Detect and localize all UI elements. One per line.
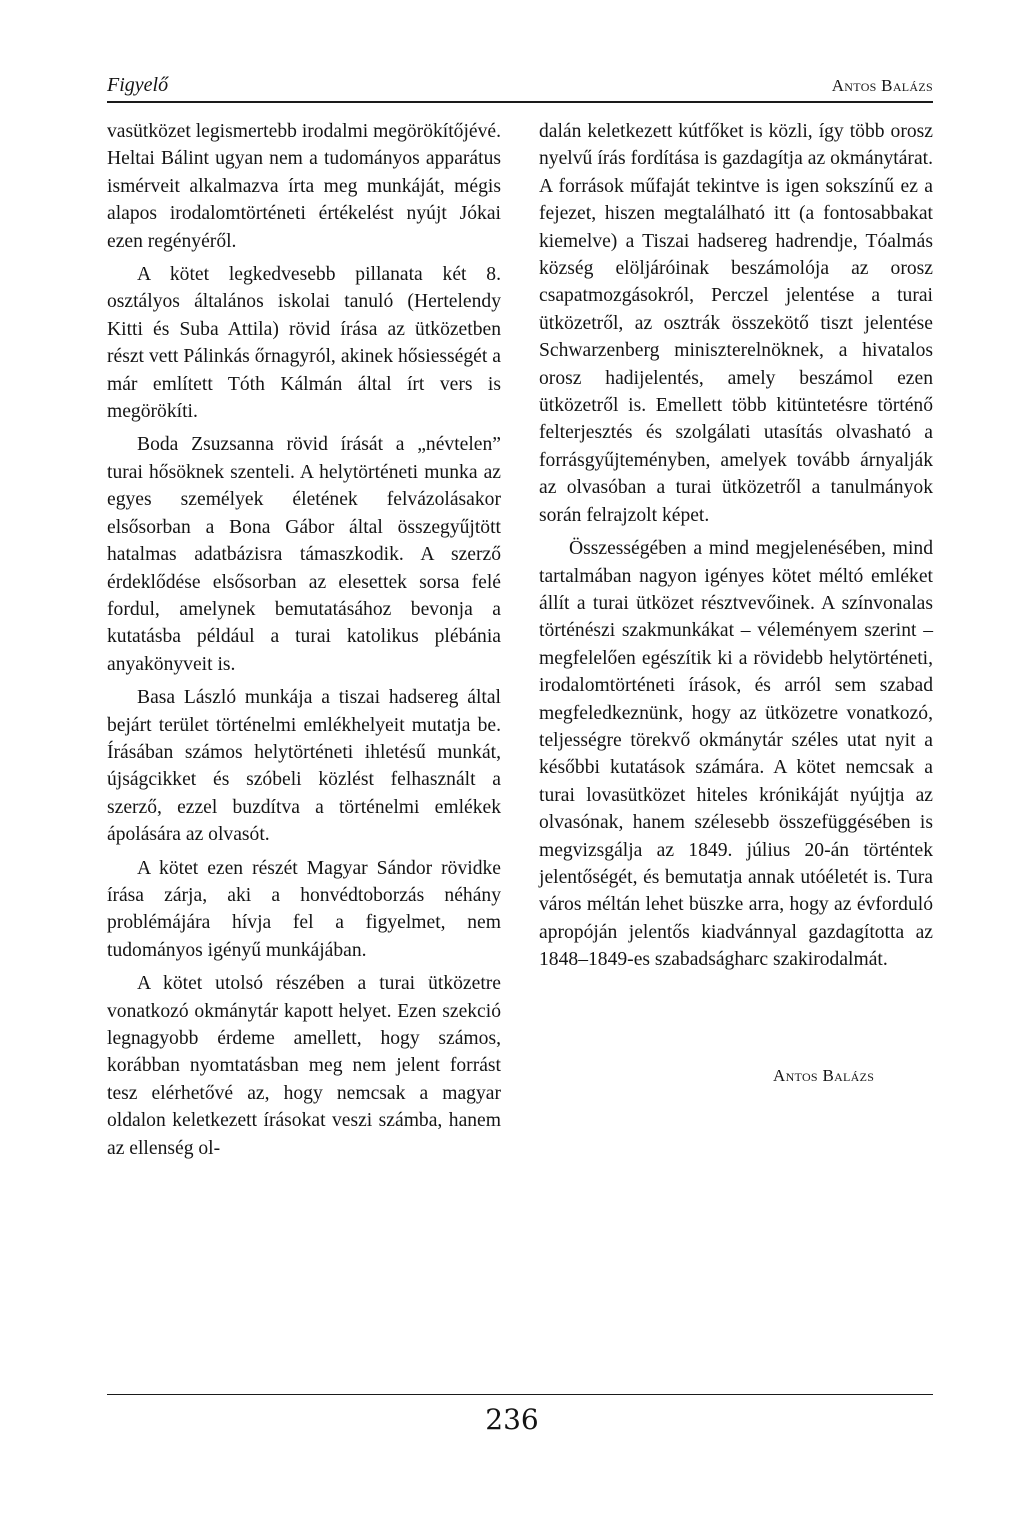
paragraph: Basa László munkája a tiszai hadsereg által bejárt terület történelmi emlékhelyeit mutatja be. Írásában számos helytörténeti ihletésű munkát, újságcikket és szóbeli közlést felhasznált a szerző, ezzel buzdítva a történelmi emlékek ápolására az olvasót. [107, 687, 501, 846]
paragraph: A kötet legkedvesebb pillanata két 8. osztályos általános iskolai tanuló (Hertelendy Kitti és Suba Attila) rövid írása az ütközetben részt vett Pálinkás őrnagyról, akinek hősiességét a már említett Tóth Kálmán által írt vers is megörökíti. [107, 264, 501, 423]
paragraph: vasütközet legismertebb irodalmi megörökítőjévé. Heltai Bálint ugyan nem a tudományos apparátus ismérveit alkalmazva írta meg munkáját, mégis alapos irodalomtörténeti értékelést nyújt Jókai ezen regényéről. [107, 121, 501, 252]
header-author: Antos Balázs [831, 76, 933, 95]
footer-rule [107, 1394, 933, 1395]
signature: Antos Balázs [773, 1066, 875, 1085]
section-name: Figyelő [107, 74, 169, 96]
header-rule [107, 101, 933, 103]
paragraph: A kötet ezen részét Magyar Sándor rövidke írása zárja, aki a honvédtoborzás néhány problémájára hívja fel a figyelmet, nem tudományos igényű munkájában. [107, 857, 501, 961]
paragraph: dalán keletkezett kútfőket is közli, így több orosz nyelvű írás fordítása is gazdagítja az okmánytárat. A források műfaját tekintve is igen sokszínű ez a fejezet, hiszen megtalálható itt (a fontosabbakat kiemelve) a Tiszai hadsereg hadrendje, Tóalmás község elöljáróinak beszámolója az orosz csapatmozgásokról, Perczel jelentése a turai ütközetről, az osztrák összekötő tiszt jelentése Schwarzenberg miniszterelnöknek, a hivatalos orosz hadijelentés, amely beszámol ezen ütközetről is. Emellett több kitüntetésre történő felterjesztés és szolgálati utasítás olvasható a forrásgyűjteményben, amelyek tovább árnyalják az olvasóban a turai ütközetről a tanulmányok során felrajzolt képet. [539, 121, 933, 526]
paragraph: A kötet utolsó részében a turai ütközetre vonatkozó okmánytár kapott helyet. Ezen szekció legnagyobb érdeme amellett, hogy számos, korábban nyomtatásban meg nem jelent forrást tesz elérhetővé az, hogy nemcsak a magyar oldalon keletkezett írásokat veszi számba, hanem az ellenség ol- [107, 973, 501, 1159]
paragraph: Összességében a mind megjelenésében, mind tartalmában nagyon igényes kötet méltó emléket állít a turai ütközet résztvevőinek. A színvonalas történészi szakmunkákat – véleményem szerint – megfelelően egészítik ki a rövidebb helytörténeti, irodalomtörténeti írások, és arról sem szabad megfeledkeznünk, hogy az ütközetre vonatkozó, teljességre törekvő okmánytár széles utat nyit a későbbi kutatások számára. A kötet nemcsak a turai lovasütközet hiteles krónikáját nyújtja az olvasónak, hanem szélesebb összefüggésében is megvizsgálja az 1849. július 20-án történtek jelentőségét, és bemutatja annak utóéletét is. Tura város méltán lehet büszke arra, hogy az évforduló apropóján jelentős kiadvánnyal gazdagította az 1848–1849-es szabadságharc szakirodalmát. [539, 538, 933, 971]
page-number: 236 [485, 1403, 539, 1436]
right-column [539, 118, 933, 980]
left-column [107, 118, 501, 1168]
running-head [107, 74, 933, 102]
paragraph: Boda Zsuzsanna rövid írását a „névtelen” turai hősöknek szenteli. A helytörténeti munka az egyes személyek életének felvázolásakor elsősorban a Bona Gábor által összegyűjtött hatalmas adatbázisra támaszkodik. A szerző érdeklődése elsősorban az elesettek sorsa felé fordul, amelynek bemutatásához bevonja a kutatásba például a turai katolikus plébánia anyakönyveit is. [107, 434, 501, 675]
